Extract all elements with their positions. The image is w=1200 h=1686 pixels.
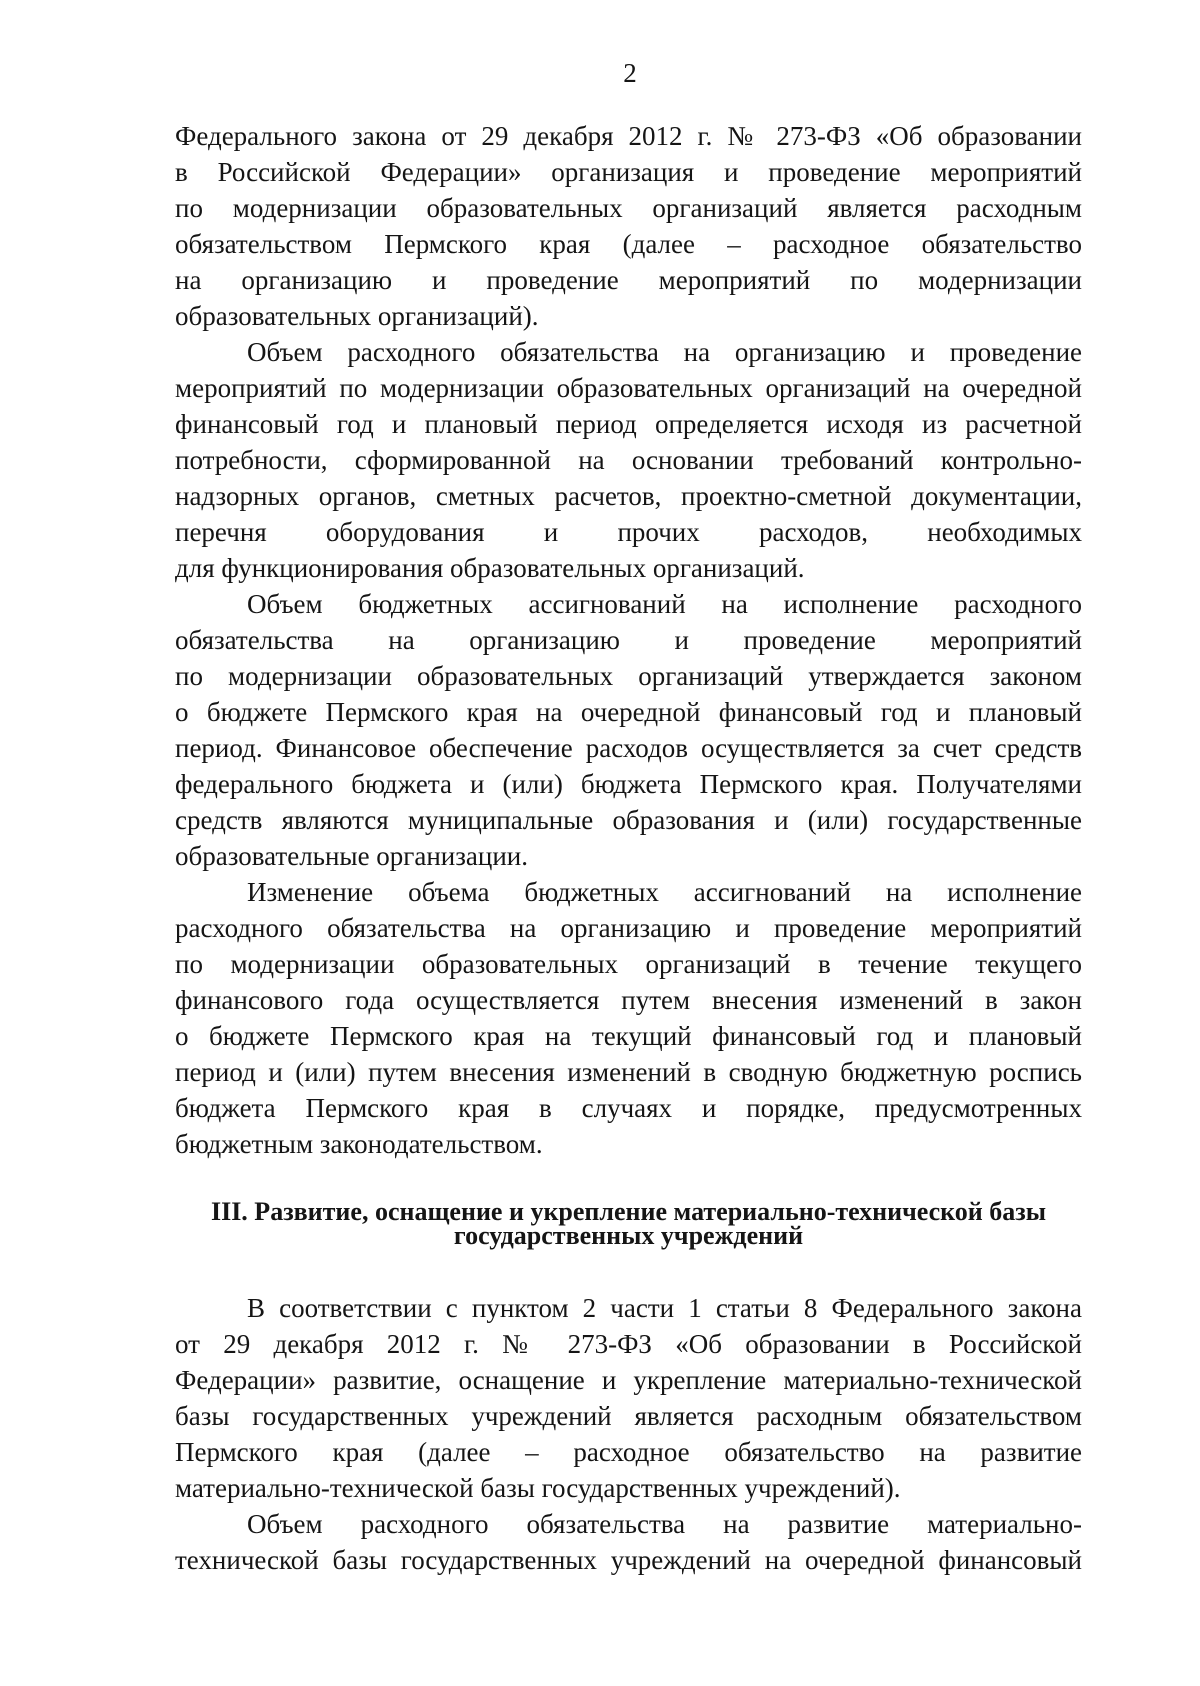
paragraph-line: В соответствии с пунктом 2 части 1 статьи 8 Федерального закона — [247, 1293, 1082, 1323]
section-heading-line-1: III. Развитие, оснащение и укрепление материально-технической базы — [210, 1197, 1047, 1226]
paragraph-line: Объем бюджетных ассигнований на исполнение расходного — [247, 589, 1082, 619]
paragraph-line: образовательных организаций). — [175, 301, 539, 331]
paragraph-line: перечня оборудования и прочих расходов, необходимых — [175, 517, 1082, 547]
paragraph-line: период. Финансовое обеспечение расходов осуществляется за счет средств — [175, 733, 1082, 763]
paragraph-line: Объем расходного обязательства на организацию и проведение — [247, 337, 1082, 367]
paragraph-line: материально-технической базы государственных учреждений). — [175, 1473, 901, 1503]
paragraph-line: базы государственных учреждений является расходным обязательством — [175, 1401, 1082, 1431]
paragraph — [175, 1506, 1082, 1578]
paragraph — [175, 874, 1082, 1162]
paragraph-line: по модернизации образовательных организаций является расходным — [175, 193, 1082, 223]
paragraph-line: финансовый год и плановый период определяется исходя из расчетной — [175, 409, 1082, 439]
paragraphs-bottom — [175, 1290, 1082, 1578]
document-body — [175, 118, 1082, 1578]
paragraph-line: на организацию и проведение мероприятий по модернизации — [175, 265, 1082, 295]
paragraph-line: от 29 декабря 2012 г. № 273-ФЗ «Об образовании в Российской — [175, 1329, 1082, 1359]
paragraph-line: о бюджете Пермского края на очередной финансовый год и плановый — [175, 697, 1082, 727]
paragraph — [175, 1290, 1082, 1506]
paragraph-line: для функционирования образовательных организаций. — [175, 553, 805, 583]
section-heading-line-2: государственных учреждений — [453, 1221, 804, 1250]
paragraph-line: мероприятий по модернизации образовательных организаций на очередной — [175, 373, 1082, 403]
paragraph-line: средств являются муниципальные образования и (или) государственные — [175, 805, 1082, 835]
paragraph-line: Пермского края (далее – расходное обязательство на развитие — [175, 1437, 1082, 1467]
paragraph-line: федерального бюджета и (или) бюджета Пермского края. Получателями — [175, 769, 1082, 799]
paragraph-line: технической базы государственных учреждений на очередной финансовый — [175, 1545, 1082, 1575]
paragraph-line: финансового года осуществляется путем внесения изменений в закон — [175, 985, 1082, 1015]
paragraph-line: бюджетным законодательством. — [175, 1129, 543, 1159]
paragraph-line: период и (или) путем внесения изменений в сводную бюджетную роспись — [175, 1057, 1082, 1087]
paragraph-line: Объем расходного обязательства на развитие материально- — [247, 1509, 1082, 1539]
paragraph-line: обязательством Пермского края (далее – расходное обязательство — [175, 229, 1082, 259]
paragraph-line: потребности, сформированной на основании требований контрольно- — [175, 445, 1082, 475]
paragraph-line: надзорных органов, сметных расчетов, проектно-сметной документации, — [175, 481, 1082, 511]
paragraph-line: по модернизации образовательных организаций утверждается законом — [175, 661, 1082, 691]
section-heading — [175, 1197, 1082, 1250]
paragraphs-top — [175, 118, 1082, 1162]
paragraph-line: обязательства на организацию и проведение мероприятий — [175, 625, 1082, 655]
paragraph — [175, 334, 1082, 586]
paragraph — [175, 118, 1082, 334]
paragraph-line: Федерального закона от 29 декабря 2012 г. № 273-ФЗ «Об образовании — [175, 121, 1082, 151]
paragraph-line: расходного обязательства на организацию и проведение мероприятий — [175, 913, 1082, 943]
paragraph-line: бюджета Пермского края в случаях и порядке, предусмотренных — [175, 1093, 1082, 1123]
paragraph-line: образовательные организации. — [175, 841, 529, 871]
paragraph-line: Изменение объема бюджетных ассигнований на исполнение — [247, 877, 1082, 907]
page-number: 2 — [623, 58, 637, 88]
paragraph-line: о бюджете Пермского края на текущий финансовый год и плановый — [175, 1021, 1082, 1051]
paragraph — [175, 586, 1082, 874]
paragraph-line: Федерации» развитие, оснащение и укрепление материально-технической — [175, 1365, 1082, 1395]
paragraph-line: по модернизации образовательных организаций в течение текущего — [175, 949, 1082, 979]
paragraph-line: в Российской Федерации» организация и проведение мероприятий — [175, 157, 1082, 187]
